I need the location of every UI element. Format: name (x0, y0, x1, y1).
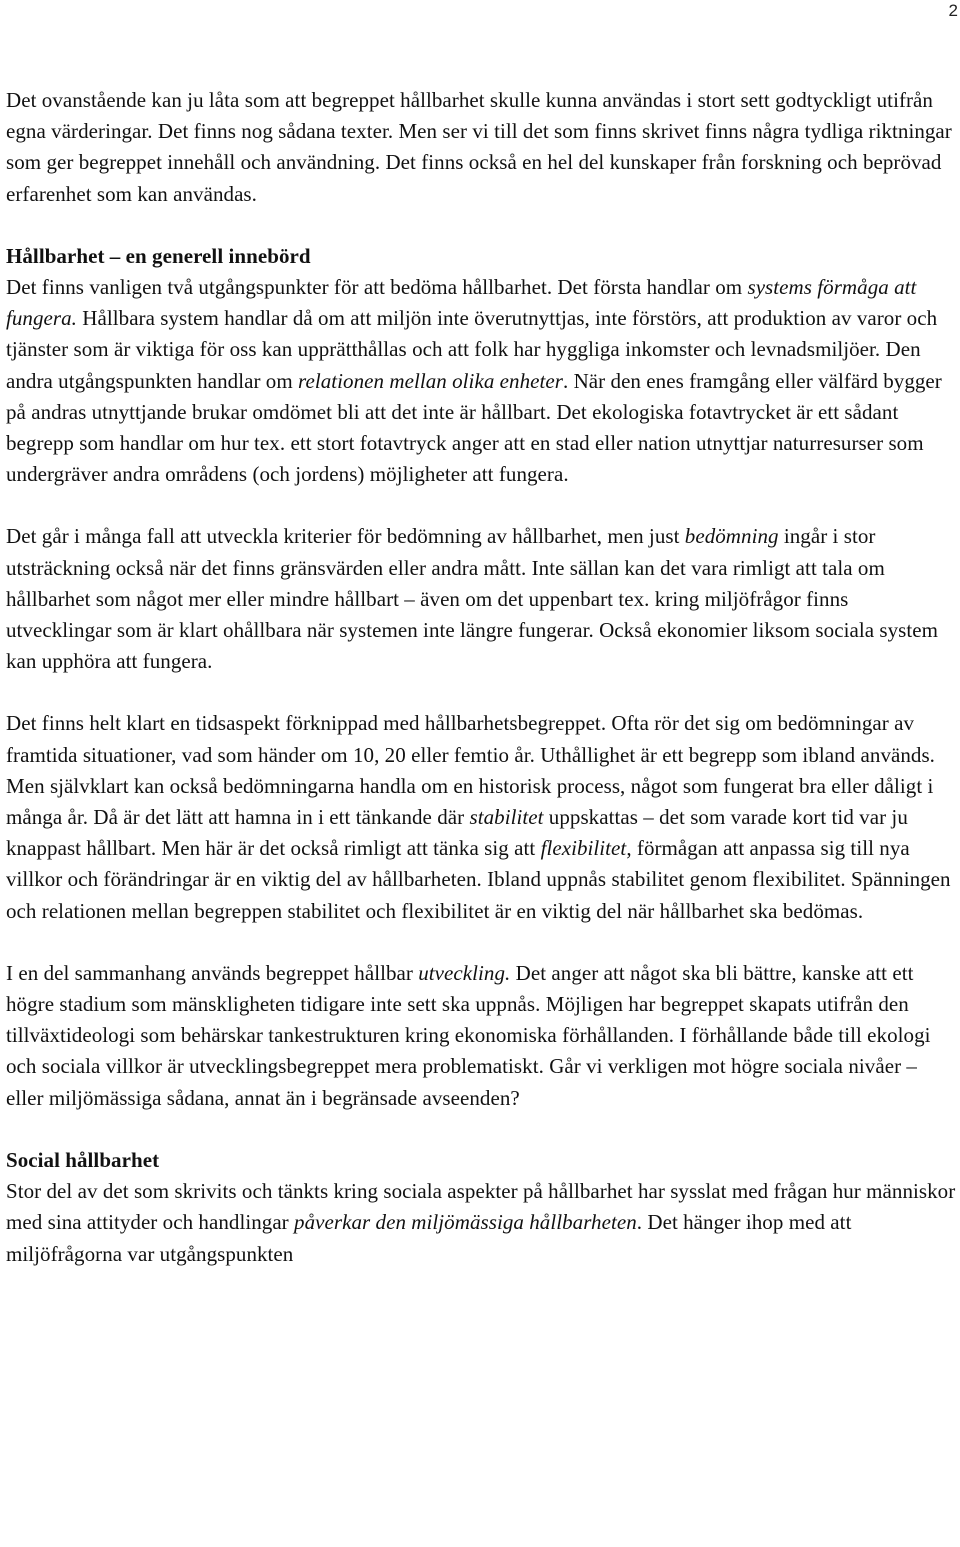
paragraph-development (6, 958, 958, 1114)
page-number: 2 (948, 1, 958, 20)
section-heading-general: Hållbarhet – en generell innebörd (6, 243, 311, 268)
italic-assessment: bedömning (684, 524, 779, 549)
text-run: Det anger att något ska bli bättre, kanske att ett högre stadium som mänskligheten tidigare inte sett ska uppnås. Möjligen har begreppet skapats utifrån den tillväxtideologi som behärskar tankestrukturen kring ekonomiska förhållanden. I förhållande både till ekologi och sociala villkor är utvecklingsbegreppet mera problematiskt. Går vi verkligen mot högre sociala nivåer – eller miljömässiga sådana, annat än i begränsade avseenden? (6, 960, 931, 1110)
text-run: Det går i många fall att utveckla kriterier för bedömning av hållbarhet, men just (6, 524, 685, 549)
paragraph-social (6, 1176, 958, 1270)
text-run: Det finns helt klart en tidsaspekt förknippad med hållbarhetsbegreppet. Ofta rör det sig om bedömningar av framtida situationer, vad som händer om 10, 20 eller femtio år. Uthållighet är ett begrepp som ibland används. Men självklart kan också bedömningarna handla om en historisk process, något som fungerat bra eller dåligt i många år. Då är det lätt att hamna in i ett tänkande där (6, 711, 935, 830)
paragraph-assessment (6, 521, 958, 677)
text-run: . Det hänger ihop med att miljöfrågorna var utgångspunkten (6, 1210, 852, 1266)
paragraph-intro (6, 85, 958, 210)
paragraph-gap (6, 927, 958, 958)
italic-systems-ability: systems förmåga att fungera. (6, 275, 917, 331)
text-run: ingår i stor utsträckning också när det finns gränsvärden eller andra mått. Inte sällan kan det vara rimligt att tala om hållbarhet som något mer eller mindre hållbart – även om det uppenbart tex. kring miljöfrågor finns utvecklingar som är klart ohållbara när systemen inte längre fungerar. Också ekonomier liksom sociala system kan upphöra att fungera. (6, 524, 939, 674)
paragraph-gap (6, 490, 958, 521)
paragraph-gap (6, 210, 958, 241)
section-heading-social: Social hållbarhet (6, 1147, 160, 1172)
text-run: . När den enes framgång eller välfärd bygger på andras utnyttjande brukar omdömet bli att det inte är hållbart. Det ekologiska fotavtrycket är ett sådant begrepp som handlar om hur tex. ett stort fotavtryck anger att en stad eller nation utnyttjar naturresurser som undergräver andra områdens (och jordens) möjligheter att fungera. (6, 368, 942, 487)
paragraph-intro-text: Det ovanstående kan ju låta som att begreppet hållbarhet skulle kunna användas i stort sett godtyckligt utifrån egna värderingar. Det finns nog sådana texter. Men ser vi till det som finns skrivet finns några tydliga riktningar som ger begreppet innehåll och användning. Det finns också en hel del kunskaper från forskning och beprövad erfarenhet som kan användas. (6, 88, 952, 206)
text-run: I en del sammanhang används begreppet hållbar (6, 960, 419, 985)
text-run: Stor del av det som skrivits och tänkts kring sociala aspekter på hållbarhet har sysslat med frågan hur människor med sina attityder och handlingar (6, 1179, 956, 1235)
paragraph-gap (6, 677, 958, 708)
text-run: , förmågan att anpassa sig till nya villkor och förändringar är en viktig del av hållbarheten. Ibland uppnås stabilitet genom flexibilitet. Spänningen och relationen mellan begreppen stabilitet och flexibilitet är en viktig del när hållbarhet ska bedömas. (6, 836, 951, 923)
italic-stability: stabilitet (469, 805, 544, 830)
paragraph-time-aspect (6, 708, 958, 926)
italic-relation-units: relationen mellan olika enheter (298, 368, 563, 393)
paragraph-gap (6, 1114, 958, 1145)
text-run: Det finns vanligen två utgångspunkter för att bedöma hållbarhet. Det första handlar om (6, 275, 748, 300)
text-run: Hållbara system handlar då om att miljön inte överutnyttjas, inte förstörs, att produktion av varor och tjänster som är viktiga för oss kan upprätthållas och att folk har hyggliga inkomster och levnadsmiljöer. Den andra utgångspunkten handlar om (6, 306, 938, 393)
italic-flexibility: flexibilitet (540, 836, 627, 861)
document-body (6, 85, 958, 1270)
paragraph-starting-points (6, 272, 958, 490)
italic-development: utveckling. (418, 960, 511, 985)
text-run: uppskattas – det som varade kort tid var ju knappast hållbart. Men här är det också rimligt att tänka sig att (6, 805, 908, 861)
italic-environmental-impact: påverkar den miljömässiga hållbarheten (294, 1210, 637, 1235)
